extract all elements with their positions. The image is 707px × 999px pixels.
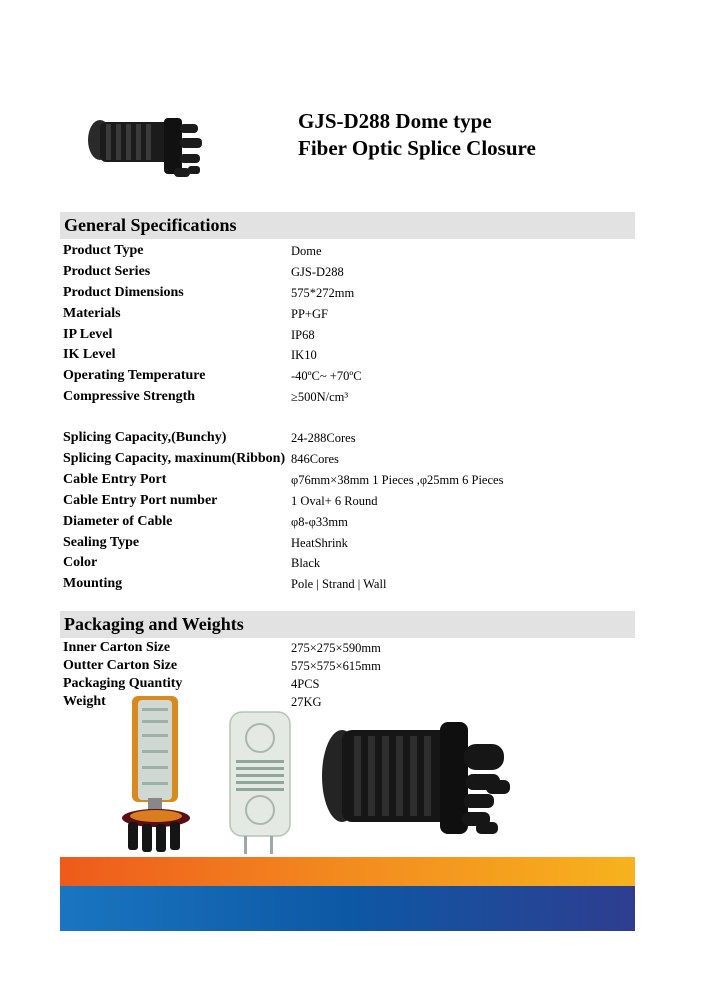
footer-blue-bar: [60, 886, 635, 931]
pkg-value: 4PCS: [291, 677, 320, 691]
product-photo-closure-side: [314, 714, 524, 844]
spec-value: 1 Oval+ 6 Round: [291, 494, 378, 508]
spec-label: IP Level: [63, 327, 113, 342]
product-title-line1: GJS-D288 Dome type: [298, 109, 492, 133]
spec-label: Cable Entry Port number: [63, 493, 218, 508]
spec-label: Product Series: [63, 264, 151, 279]
spec-value: φ8-φ33mm: [291, 515, 348, 529]
spec-label: Product Dimensions: [63, 285, 184, 300]
spec-label: Materials: [63, 306, 121, 321]
general-specs-header: [60, 212, 635, 239]
spec-value: 846Cores: [291, 452, 339, 466]
spec-label: Operating Temperature: [63, 368, 206, 383]
product-photo-tray-assembly: [118, 694, 198, 854]
spec-label: Cable Entry Port: [63, 472, 167, 487]
spec-value: -40ºC~ +70ºC: [291, 369, 362, 383]
general-specs-heading: General Specifications: [64, 215, 237, 235]
spec-value: ≥500N/cm³: [291, 390, 349, 404]
spec-value: HeatShrink: [291, 536, 348, 550]
pkg-label: Inner Carton Size: [63, 640, 171, 655]
spec-value: 575*272mm: [291, 286, 355, 300]
spec-label: Color: [63, 555, 98, 570]
product-photo-top: [84, 110, 214, 190]
footer-orange-bar: [60, 857, 635, 886]
spec-label: Product Type: [63, 243, 144, 258]
spec-label: Splicing Capacity,(Bunchy): [63, 430, 227, 445]
product-title-line2: Fiber Optic Splice Closure: [298, 136, 536, 160]
spec-value: IP68: [291, 328, 315, 342]
spec-label: Splicing Capacity, maxinum(Ribbon): [63, 451, 286, 466]
spec-label: Compressive Strength: [63, 389, 196, 404]
pkg-label: Weight: [63, 694, 106, 709]
pkg-value: 275×275×590mm: [291, 641, 381, 655]
spec-label: Diameter of Cable: [63, 514, 173, 529]
product-photo-splice-tray: [226, 710, 296, 858]
pkg-value: 27KG: [291, 695, 322, 709]
spec-value: PP+GF: [291, 307, 328, 321]
packaging-header: [60, 611, 635, 638]
product-title: [298, 108, 536, 162]
pkg-value: 575×575×615mm: [291, 659, 381, 673]
spec-value: GJS-D288: [291, 265, 344, 279]
packaging-heading: Packaging and Weights: [64, 614, 244, 634]
spec-value: Black: [291, 556, 321, 570]
spec-value: Dome: [291, 244, 322, 258]
spec-value: Pole | Strand | Wall: [291, 577, 387, 591]
pkg-label: Outter Carton Size: [63, 658, 178, 673]
pkg-label: Packaging Quantity: [63, 676, 183, 691]
spec-value: IK10: [291, 348, 317, 362]
spec-label: IK Level: [63, 347, 116, 362]
spec-value: φ76mm×38mm 1 Pieces ,φ25mm 6 Pieces: [291, 473, 504, 487]
spec-value: 24-288Cores: [291, 431, 356, 445]
spec-label: Mounting: [63, 576, 123, 591]
spec-label: Sealing Type: [63, 535, 140, 550]
